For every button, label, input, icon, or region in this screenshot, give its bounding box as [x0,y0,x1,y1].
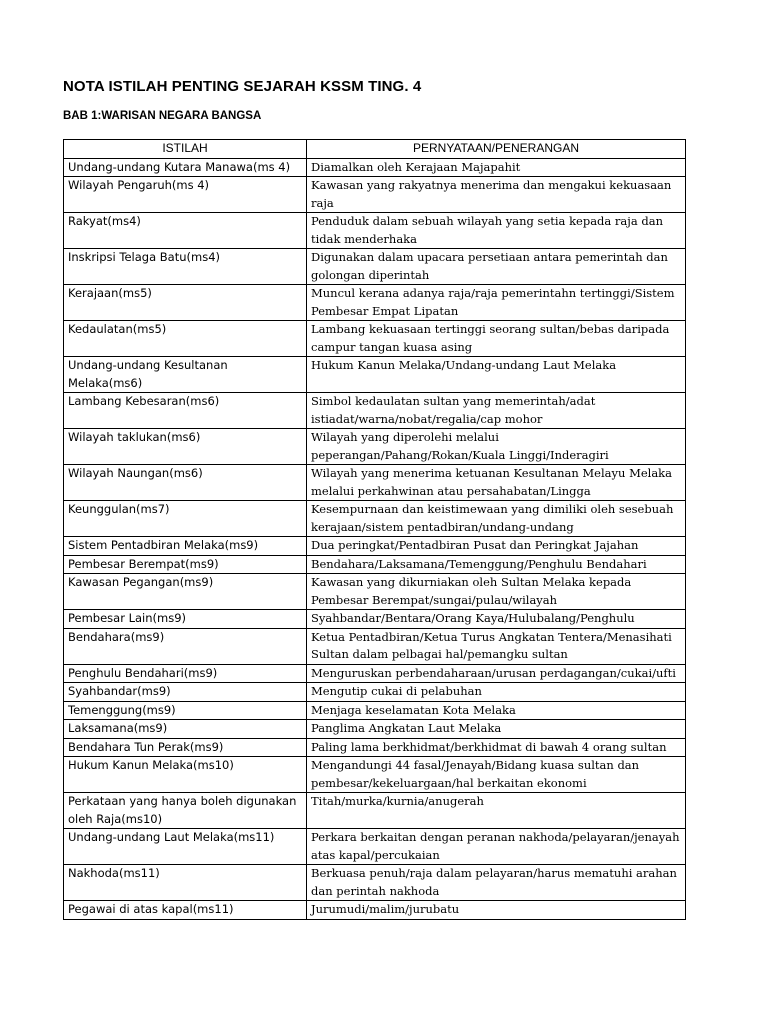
term-cell: Pembesar Berempat(ms9) [64,555,307,574]
term-cell: Kerajaan(ms5) [64,285,307,321]
description-cell: Titah/murka/kurnia/anugerah [307,793,686,829]
table-row [64,628,686,664]
description-cell: Kawasan yang dikurniakan oleh Sultan Melaka kepada Pembesar Berempat/sungai/pulau/wilayah [307,574,686,610]
description-cell: Penduduk dalam sebuah wilayah yang setia kepada raja dan tidak menderhaka [307,213,686,249]
table-row [64,321,686,357]
term-cell: Hukum Kanun Melaka(ms10) [64,757,307,793]
description-cell: Ketua Pentadbiran/Ketua Turus Angkatan Tentera/Menasihati Sultan dalam pelbagai hal/pemangku sultan [307,628,686,664]
table-header-row [64,140,686,159]
description-cell: Mengandungi 44 fasal/Jenayah/Bidang kuasa sultan dan pembesar/kekeluargaan/hal berkaitan ekonomi [307,757,686,793]
table-row [64,285,686,321]
description-cell: Hukum Kanun Melaka/Undang-undang Laut Melaka [307,357,686,393]
description-cell: Mengutip cukai di pelabuhan [307,683,686,702]
description-cell: Kesempurnaan dan keistimewaan yang dimiliki oleh sesebuah kerajaan/sistem pentadbiran/undang-undang [307,501,686,537]
description-cell: Paling lama berkhidmat/berkhidmat di bawah 4 orang sultan [307,738,686,757]
terms-table-body [64,158,686,919]
table-row [64,574,686,610]
table-row [64,720,686,739]
description-cell: Lambang kekuasaan tertinggi seorang sultan/bebas daripada campur tangan kuasa asing [307,321,686,357]
terms-table [63,139,686,920]
table-row [64,213,686,249]
header-penerangan: PERNYATAAN/PENERANGAN [307,140,686,159]
table-row [64,793,686,829]
term-cell: Rakyat(ms4) [64,213,307,249]
term-cell: Kedaulatan(ms5) [64,321,307,357]
description-cell: Bendahara/Laksamana/Temenggung/Penghulu Bendahari [307,555,686,574]
description-cell: Dua peringkat/Pentadbiran Pusat dan Peringkat Jajahan [307,537,686,556]
chapter-title: BAB 1:WARISAN NEGARA BANGSA [63,110,262,122]
table-row [64,177,686,213]
table-row [64,501,686,537]
description-cell: Wilayah yang diperolehi melalui peperangan/Pahang/Rokan/Kuala Linggi/Inderagiri [307,429,686,465]
term-cell: Pegawai di atas kapal(ms11) [64,901,307,920]
description-cell: Menguruskan perbendaharaan/urusan perdagangan/cukai/ufti [307,664,686,683]
table-row [64,757,686,793]
header-istilah: ISTILAH [64,140,307,159]
table-row [64,738,686,757]
description-cell: Jurumudi/malim/jurubatu [307,901,686,920]
table-row [64,465,686,501]
table-row [64,683,686,702]
description-cell: Menjaga keselamatan Kota Melaka [307,701,686,720]
term-cell: Keunggulan(ms7) [64,501,307,537]
table-row [64,901,686,920]
term-cell: Undang-undang Laut Melaka(ms11) [64,829,307,865]
table-row [64,610,686,629]
term-cell: Wilayah taklukan(ms6) [64,429,307,465]
description-cell: Digunakan dalam upacara persetiaan antara pemerintah dan golongan diperintah [307,249,686,285]
table-row [64,555,686,574]
table-row [64,249,686,285]
term-cell: Undang-undang Kutara Manawa(ms 4) [64,158,307,177]
description-cell: Simbol kedaulatan sultan yang memerintah/adat istiadat/warna/nobat/regalia/cap mohor [307,393,686,429]
term-cell: Pembesar Lain(ms9) [64,610,307,629]
description-cell: Perkara berkaitan dengan peranan nakhoda/pelayaran/jenayah atas kapal/percukaian [307,829,686,865]
table-row [64,393,686,429]
term-cell: Nakhoda(ms11) [64,865,307,901]
term-cell: Wilayah Pengaruh(ms 4) [64,177,307,213]
document-title: NOTA ISTILAH PENTING SEJARAH KSSM TING. 4 [63,78,422,95]
term-cell: Bendahara(ms9) [64,628,307,664]
term-cell: Perkataan yang hanya boleh digunakan oleh Raja(ms10) [64,793,307,829]
term-cell: Penghulu Bendahari(ms9) [64,664,307,683]
table-row [64,829,686,865]
description-cell: Berkuasa penuh/raja dalam pelayaran/harus mematuhi arahan dan perintah nakhoda [307,865,686,901]
term-cell: Lambang Kebesaran(ms6) [64,393,307,429]
table-row [64,158,686,177]
table-row [64,537,686,556]
term-cell: Inskripsi Telaga Batu(ms4) [64,249,307,285]
term-cell: Sistem Pentadbiran Melaka(ms9) [64,537,307,556]
description-cell: Muncul kerana adanya raja/raja pemerintahn tertinggi/Sistem Pembesar Empat Lipatan [307,285,686,321]
description-cell: Diamalkan oleh Kerajaan Majapahit [307,158,686,177]
table-row [64,664,686,683]
term-cell: Temenggung(ms9) [64,701,307,720]
description-cell: Wilayah yang menerima ketuanan Kesultanan Melayu Melaka melalui perkahwinan atau persahabatan/Lingga [307,465,686,501]
table-row [64,357,686,393]
term-cell: Undang-undang Kesultanan Melaka(ms6) [64,357,307,393]
description-cell: Kawasan yang rakyatnya menerima dan mengakui kekuasaan raja [307,177,686,213]
description-cell: Panglima Angkatan Laut Melaka [307,720,686,739]
term-cell: Wilayah Naungan(ms6) [64,465,307,501]
table-row [64,701,686,720]
table-row [64,865,686,901]
term-cell: Laksamana(ms9) [64,720,307,739]
term-cell: Syahbandar(ms9) [64,683,307,702]
description-cell: Syahbandar/Bentara/Orang Kaya/Hulubalang/Penghulu [307,610,686,629]
term-cell: Kawasan Pegangan(ms9) [64,574,307,610]
term-cell: Bendahara Tun Perak(ms9) [64,738,307,757]
table-row [64,429,686,465]
